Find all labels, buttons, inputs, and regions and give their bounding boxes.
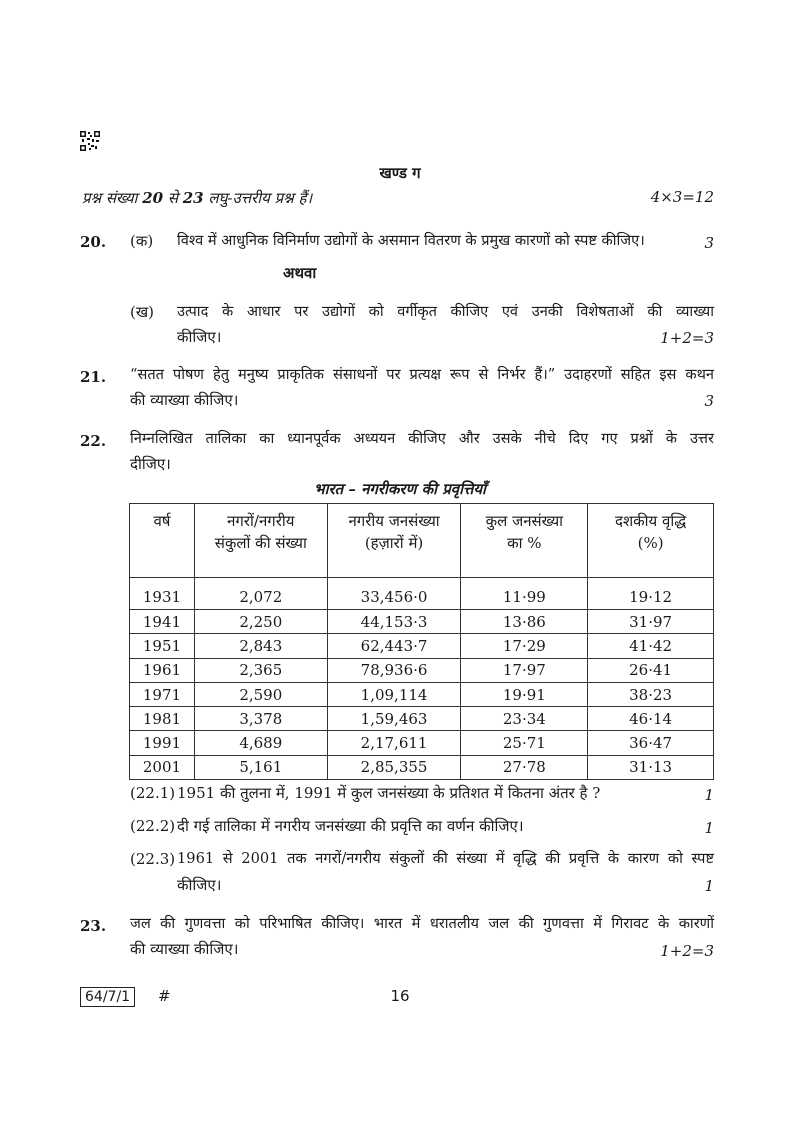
header-percent-total-line1: कुल जनसंख्या	[485, 512, 564, 530]
header-decadal-growth	[588, 504, 714, 578]
table-cell: 13·86	[461, 610, 588, 634]
instruction-text: प्रश्न संख्या	[82, 189, 143, 207]
header-towns-line1: नगरों/नगरीय	[227, 512, 295, 530]
table-cell: 1981	[130, 707, 195, 731]
subquestion-22-1-marks: 1	[704, 786, 714, 804]
table-cell: 19·91	[461, 682, 588, 706]
header-urban-population	[327, 504, 461, 578]
header-urban-population-line1: नगरीय जनसंख्या	[348, 512, 440, 530]
table-cell: 44,153·3	[327, 610, 461, 634]
question-21-number: 21.	[80, 368, 107, 386]
table-header-row	[130, 504, 714, 578]
question-20-or: अथवा	[283, 264, 317, 282]
table-cell: 1,59,463	[327, 707, 461, 731]
header-percent-total-line2: का %	[507, 534, 542, 552]
table-cell: 2,250	[194, 610, 327, 634]
table-cell: 41·42	[588, 634, 714, 658]
question-20a-marks: 3	[704, 234, 714, 252]
question-20b-text-line1: उत्पाद के आधार पर उद्योगों को वर्गीकृत कीजिए एवं उनकी विशेषताओं की व्याख्या	[177, 303, 714, 320]
question-22-number: 22.	[80, 432, 107, 450]
subquestion-22-3-text-line1: 1961 से 2001 तक नगरों/नगरीय संकुलों की संख्या में वृद्धि की प्रवृत्ति के कारण को स्पष्ट	[177, 850, 714, 867]
subquestion-22-3-marks: 1	[704, 877, 714, 895]
table-cell: 46·14	[588, 707, 714, 731]
section-marks: 4×3=12	[650, 188, 714, 206]
table-cell: 17·29	[461, 634, 588, 658]
table-row	[130, 610, 714, 634]
table-cell: 17·97	[461, 658, 588, 682]
header-year-line1: वर्ष	[153, 512, 171, 530]
table-cell: 2,843	[194, 634, 327, 658]
header-percent-total	[461, 504, 588, 578]
question-23-text-line2: की व्याख्या कीजिए।	[130, 940, 239, 958]
table-cell: 27·78	[461, 755, 588, 779]
table-cell: 31·13	[588, 755, 714, 779]
table-cell: 2,85,355	[327, 755, 461, 779]
table-cell: 1991	[130, 731, 195, 755]
qr-code-icon	[80, 131, 100, 151]
subquestion-22-2-label: (22.2)	[130, 817, 176, 835]
question-23-marks: 1+2=3	[660, 942, 714, 960]
table-cell: 1,09,114	[327, 682, 461, 706]
table-cell: 31·97	[588, 610, 714, 634]
table-cell: 62,443·7	[327, 634, 461, 658]
question-23-number: 23.	[80, 917, 107, 935]
table-row	[130, 578, 714, 610]
section-instruction	[82, 188, 312, 208]
question-21-text-line2: की व्याख्या कीजिए।	[130, 391, 239, 409]
instruction-from: 20	[142, 189, 164, 207]
table-cell: 5,161	[194, 755, 327, 779]
question-20a-text: विश्व में आधुनिक विनिर्माण उद्योगों के असमान वितरण के प्रमुख कारणों को स्पष्ट कीजिए।	[177, 232, 645, 249]
table-cell: 2,17,611	[327, 731, 461, 755]
table-cell: 78,936·6	[327, 658, 461, 682]
section-title: खण्ड ग	[379, 164, 421, 182]
question-20b-text-line2: कीजिए।	[177, 328, 222, 346]
table-cell: 1961	[130, 658, 195, 682]
table-cell: 2,590	[194, 682, 327, 706]
table-row	[130, 634, 714, 658]
question-20b-label: (ख)	[130, 303, 154, 321]
header-decadal-growth-line1: दशकीय वृद्धि	[614, 512, 687, 530]
table-cell: 36·47	[588, 731, 714, 755]
instruction-text: से	[163, 189, 183, 207]
instruction-to: 23	[182, 189, 204, 207]
table-cell: 33,456·0	[327, 578, 461, 610]
subquestion-22-2-text: दी गई तालिका में नगरीय जनसंख्या की प्रवृत्ति का वर्णन कीजिए।	[177, 817, 524, 835]
table-cell: 1941	[130, 610, 195, 634]
table-cell: 38·23	[588, 682, 714, 706]
table-cell: 2001	[130, 755, 195, 779]
table-row	[130, 707, 714, 731]
subquestion-22-1-text: 1951 की तुलना में, 1991 में कुल जनसंख्या के प्रतिशत में कितना अंतर है ?	[177, 784, 601, 802]
subquestion-22-2-marks: 1	[704, 819, 714, 837]
subquestion-22-3-text-line2: कीजिए।	[177, 876, 222, 894]
header-towns-line2: संकुलों की संख्या	[214, 534, 307, 552]
question-21-marks: 3	[704, 392, 714, 410]
question-22-text-line2: दीजिए।	[130, 455, 171, 473]
question-22-text-line1: निम्नलिखित तालिका का ध्यानपूर्वक अध्ययन कीजिए और उसके नीचे दिए गए प्रश्नों के उत्तर	[130, 430, 714, 447]
header-year	[130, 504, 195, 578]
header-urban-population-line2: (हज़ारों में)	[364, 534, 424, 552]
instruction-text: लघु-उत्तरीय प्रश्न हैं।	[203, 189, 313, 207]
table-cell: 1931	[130, 578, 195, 610]
footer-hash: #	[158, 987, 171, 1005]
table-cell: 25·71	[461, 731, 588, 755]
question-20a-label: (क)	[130, 232, 154, 250]
urbanisation-table	[129, 503, 714, 780]
paper-code-box: 64/7/1	[80, 987, 135, 1007]
table-cell: 1951	[130, 634, 195, 658]
header-decadal-growth-line2: (%)	[637, 534, 664, 552]
table-cell: 3,378	[194, 707, 327, 731]
question-20b-marks: 1+2=3	[660, 329, 714, 347]
table-row	[130, 731, 714, 755]
subquestion-22-3-label: (22.3)	[130, 850, 176, 868]
table-cell: 19·12	[588, 578, 714, 610]
table-cell: 1971	[130, 682, 195, 706]
question-20-number: 20.	[80, 233, 107, 251]
table-row	[130, 658, 714, 682]
page-number: 16	[390, 987, 410, 1005]
header-towns	[194, 504, 327, 578]
table-cell: 2,072	[194, 578, 327, 610]
table-cell: 23·34	[461, 707, 588, 731]
question-23-text-line1: जल की गुणवत्ता को परिभाषित कीजिए। भारत में धरातलीय जल की गुणवत्ता में गिरावट के कारणों	[130, 915, 714, 932]
subquestion-22-1-label: (22.1)	[130, 784, 176, 802]
table-cell: 11·99	[461, 578, 588, 610]
table-cell: 4,689	[194, 731, 327, 755]
question-21-text-line1: “सतत पोषण हेतु मनुष्य प्राकृतिक संसाधनों पर प्रत्यक्ष रूप से निर्भर हैं।” उदाहरणों सहित इस कथन	[130, 366, 714, 383]
table-row	[130, 755, 714, 779]
table-row	[130, 682, 714, 706]
table-cell: 26·41	[588, 658, 714, 682]
table-title: भारत – नगरीकरण की प्रवृत्तियाँ	[314, 480, 486, 498]
table-cell: 2,365	[194, 658, 327, 682]
